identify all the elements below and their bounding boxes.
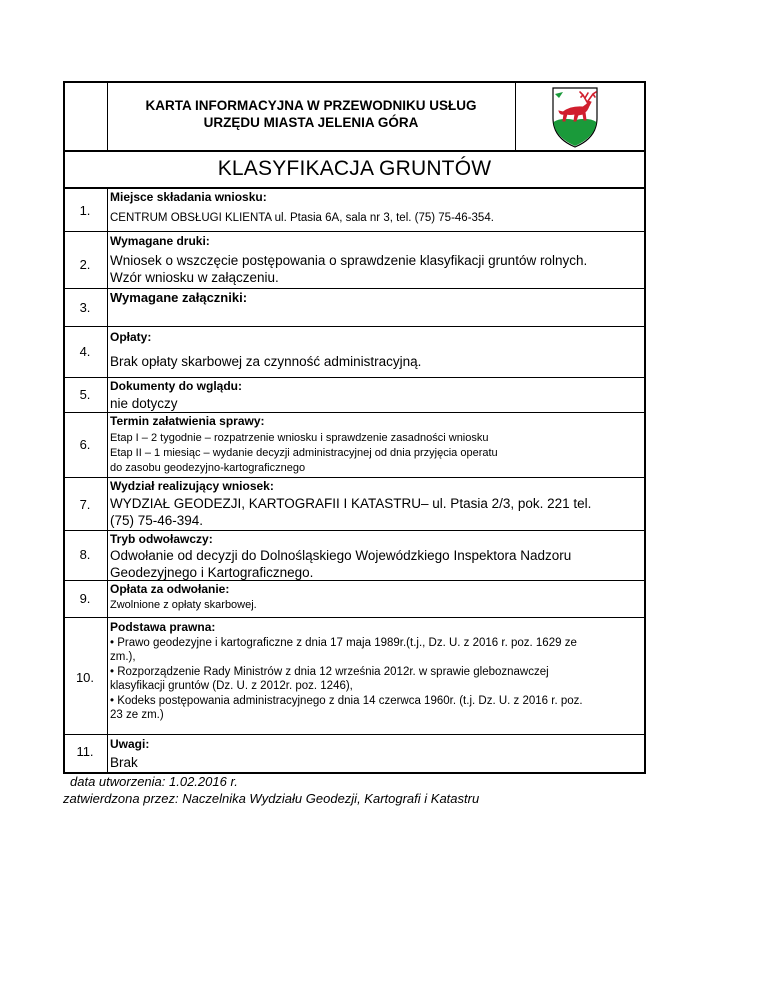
divider <box>515 81 516 150</box>
row-label: Wydział realizujący wniosek: <box>110 479 274 493</box>
approved-by: zatwierdzona przez: Naczelnika Wydziału Geodezji, Kartografi i Katastru <box>63 791 480 806</box>
row-text: do zasobu geodezyjno-kartograficznego <box>110 462 306 474</box>
row-text: Odwołanie od decyzji do Dolnośląskiego Wojewódzkiego Inspektora Nadzoru <box>110 548 572 563</box>
row-label: Uwagi: <box>110 737 150 751</box>
row-text: Wzór wniosku w załączeniu. <box>110 270 279 285</box>
row-text: nie dotyczy <box>110 396 178 411</box>
divider <box>63 734 646 735</box>
row-text: • Kodeks postępowania administracyjnego z dnia 14 czerwca 1960r. (t.j. Dz. U. z 2016 r. poz. <box>110 695 583 707</box>
divider <box>63 617 646 618</box>
row-number: 6. <box>79 437 91 452</box>
header-title <box>107 97 515 131</box>
created-date: data utworzenia: 1.02.2016 r. <box>70 774 238 789</box>
header-title-line2: URZĘDU MIASTA JELENIA GÓRA <box>203 115 419 130</box>
row-number: 10. <box>75 670 95 685</box>
crest-icon <box>541 84 609 150</box>
row-label: Opłata za odwołanie: <box>110 582 230 596</box>
divider <box>63 530 646 531</box>
row-text: CENTRUM OBSŁUGI KLIENTA ul. Ptasia 6A, sala nr 3, tel. (75) 75-46-354. <box>110 212 494 224</box>
row-text: Brak <box>110 755 138 770</box>
divider <box>63 150 646 152</box>
row-number: 3. <box>79 300 91 315</box>
row-text: Etap I – 2 tygodnie – rozpatrzenie wniosku i sprawdzenie zasadności wniosku <box>110 432 489 444</box>
row-text: 23 ze zm.) <box>110 709 164 721</box>
row-text: Brak opłaty skarbowej za czynność administracyjną. <box>110 354 422 369</box>
row-label: Podstawa prawna: <box>110 620 216 634</box>
row-label: Wymagane załączniki: <box>110 290 248 305</box>
row-number: 5. <box>79 387 91 402</box>
row-label: Dokumenty do wglądu: <box>110 379 242 393</box>
row-text: (75) 75-46-394. <box>110 513 204 528</box>
card-title: KLASYFIKACJA GRUNTÓW <box>217 157 492 180</box>
row-number: 4. <box>79 344 91 359</box>
divider <box>63 187 646 189</box>
row-text: • Rozporządzenie Rady Ministrów z dnia 12 września 2012r. w sprawie gleboznawczej <box>110 666 549 678</box>
divider <box>63 326 646 327</box>
row-label: Opłaty: <box>110 330 152 344</box>
row-text: Wniosek o wszczęcie postępowania o sprawdzenie klasyfikacji gruntów rolnych. <box>110 253 588 268</box>
row-text: • Prawo geodezyjne i kartograficzne z dnia 17 maja 1989r.(t.j., Dz. U. z 2016 r. poz. 1629 ze <box>110 637 577 649</box>
row-number: 7. <box>79 497 91 512</box>
row-text: Geodezyjnego i Kartograficznego. <box>110 565 314 580</box>
divider <box>63 288 646 289</box>
row-number: 8. <box>79 547 91 562</box>
row-text: Etap II – 1 miesiąc – wydanie decyzji administracyjnej od dnia przyjęcia operatu <box>110 447 498 459</box>
divider <box>107 187 108 774</box>
divider <box>63 377 646 378</box>
row-label: Miejsce składania wniosku: <box>110 190 267 204</box>
row-text: WYDZIAŁ GEODEZJI, KARTOGRAFII I KATASTRU– ul. Ptasia 2/3, pok. 221 tel. <box>110 496 592 511</box>
row-text: Zwolnione z opłaty skarbowej. <box>110 599 257 611</box>
row-number: 1. <box>79 203 91 218</box>
row-text: klasyfikacji gruntów (Dz. U. z 2012r. poz. 1246), <box>110 680 353 692</box>
header-title-line1: KARTA INFORMACYJNA W PRZEWODNIKU USŁUG <box>145 98 477 113</box>
row-text: zm.), <box>110 651 136 663</box>
row-number: 11. <box>76 744 94 759</box>
row-number: 2. <box>79 257 91 272</box>
row-label: Wymagane druki: <box>110 234 210 248</box>
divider <box>63 412 646 413</box>
row-number: 9. <box>79 591 91 606</box>
divider <box>63 231 646 232</box>
row-label: Termin załatwienia sprawy: <box>110 414 265 428</box>
row-label: Tryb odwoławczy: <box>110 532 213 546</box>
divider <box>63 477 646 478</box>
